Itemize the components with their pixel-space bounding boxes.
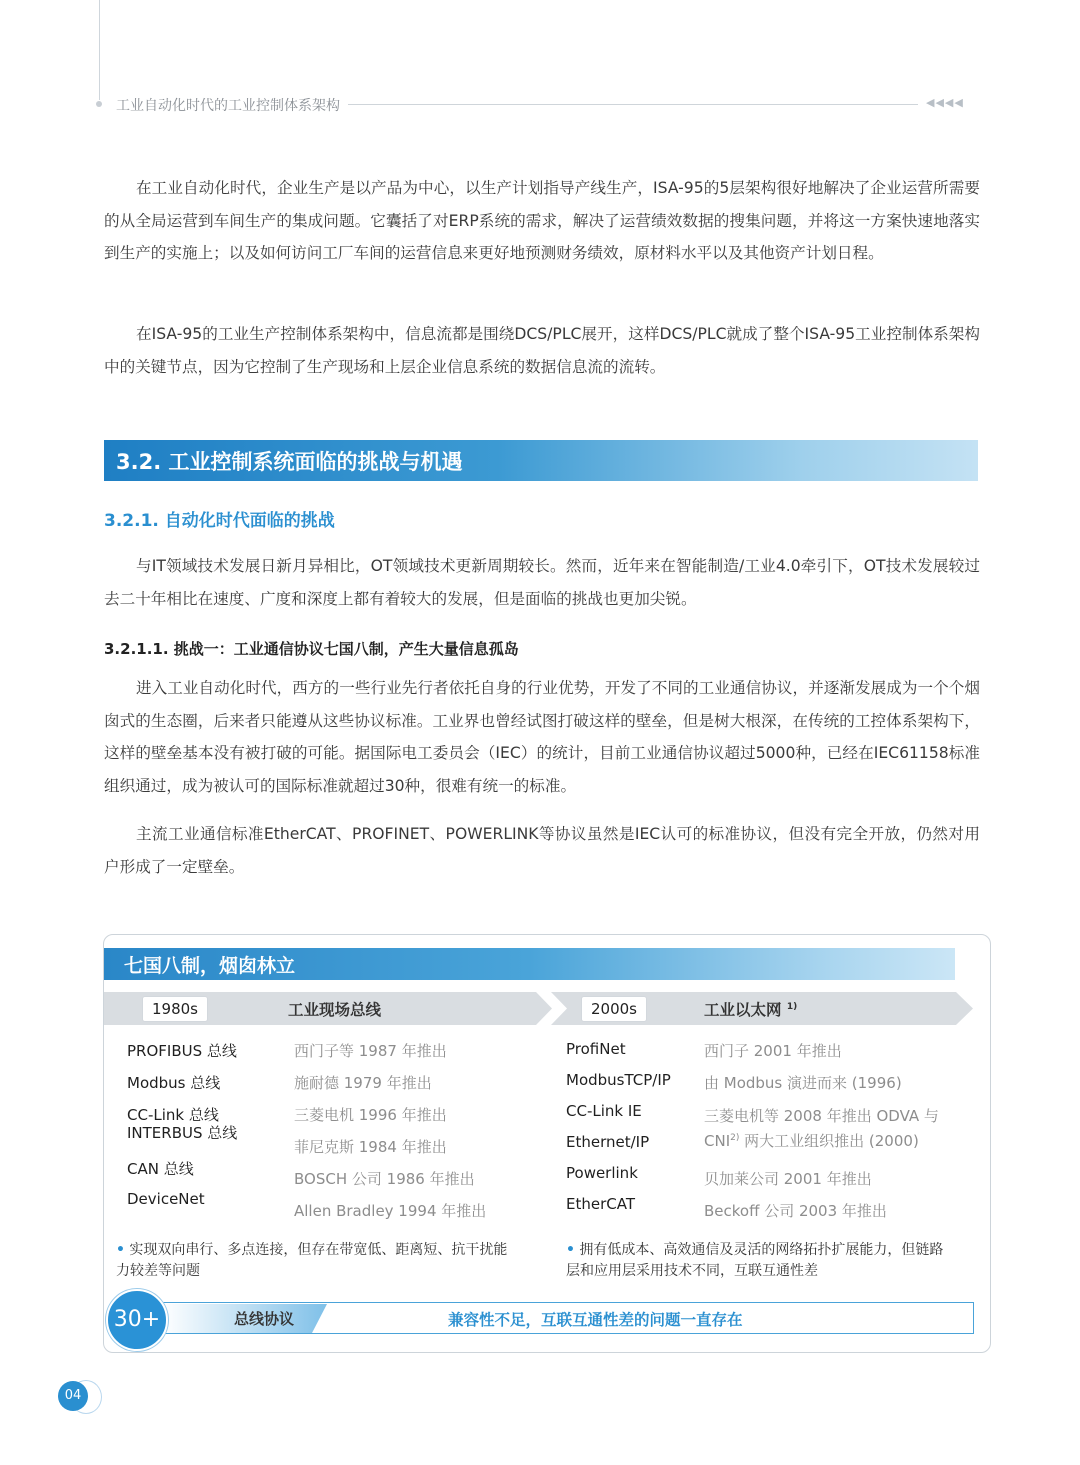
protocol-name: INTERBUS 总线 — [127, 1124, 238, 1142]
protocol-name: CC-Link IE — [566, 1102, 642, 1120]
protocol-origin: Beckoff 公司 2003 年推出 — [704, 1202, 887, 1220]
era-title-footnote: 1) — [786, 1001, 798, 1012]
section-title: 3.2. 工业控制系统面临的挑战与机遇 — [116, 450, 463, 474]
header-arrows-icon: ◀◀◀◀ — [926, 96, 964, 109]
era-title-right — [704, 998, 797, 1020]
protocol-name: Modbus 总线 — [127, 1074, 221, 1092]
protocol-name: CAN 总线 — [127, 1160, 194, 1178]
paragraph-5: 主流工业通信标准EtherCAT、PROFINET、POWERLINK等协议虽然是IEC认可的标准协议，但没有完全开放，仍然对用户形成了一定壁垒。 — [104, 825, 980, 876]
era-arrow-bar — [104, 992, 973, 1025]
header-dot — [96, 101, 102, 107]
protocol-name: PROFIBUS 总线 — [127, 1042, 237, 1060]
protocol-origin: 由 Modbus 演进而来 (1996) — [704, 1074, 902, 1092]
protocol-origin: BOSCH 公司 1986 年推出 — [294, 1170, 475, 1188]
subsubsection-title: 3.2.1.1. 挑战一：工业通信协议七国八制，产生大量信息孤岛 — [104, 640, 519, 658]
protocol-name: Powerlink — [566, 1164, 638, 1182]
protocol-origin: 西门子等 1987 年推出 — [294, 1042, 447, 1060]
page-number: 04 — [58, 1381, 88, 1411]
protocol-name: CC-Link 总线 — [127, 1106, 219, 1124]
protocol-origin: 三菱电机等 2008 年推出 ODVA 与 — [704, 1107, 939, 1125]
margin-rule — [99, 0, 100, 100]
protocol-name: ModbusTCP/IP — [566, 1071, 671, 1089]
running-title: 工业自动化时代的工业控制体系架构 — [116, 98, 340, 114]
protocol-origin: 贝加莱公司 2001 年推出 — [704, 1170, 872, 1188]
bullet-icon: • — [566, 1242, 575, 1258]
protocol-name: ProfiNet — [566, 1040, 626, 1058]
note-right-text: 拥有低成本、高效通信及灵活的网络拓扑扩展能力，但链路层和应用层采用技术不同，互联互通性差 — [566, 1242, 944, 1279]
figure-title: 七国八制，烟囱林立 — [124, 955, 296, 977]
protocol-origin: 西门子 2001 年推出 — [704, 1042, 842, 1060]
protocol-origin: Allen Bradley 1994 年推出 — [294, 1202, 487, 1220]
era-title-left: 工业现场总线 — [288, 1001, 382, 1019]
protocol-origin-part: CNI — [704, 1132, 731, 1150]
paragraph-1: 在工业自动化时代，企业生产是以产品为中心，以生产计划指导产线生产，ISA-95的5层架构很好地解决了企业运营所需要的从全局运营到车间生产的集成问题。它囊括了对ERP系统的需求，解决了运营绩效数据的搜集问题，并将这一方案快速地落实到生产的实施上；以及如何访问工厂车间的运营信息来更好地预测财务绩效，原材料水平以及其他资产计划日程。 — [104, 179, 980, 262]
header-rule — [348, 104, 918, 105]
count-badge — [106, 1289, 168, 1351]
protocol-footnote: 2) — [730, 1133, 740, 1143]
summary-text: 兼容性不足，互联互通性差的问题一直存在 — [448, 1311, 743, 1329]
figure-banner — [104, 948, 955, 980]
subsection-title: 3.2.1. 自动化时代面临的挑战 — [104, 511, 335, 531]
bullet-icon: • — [116, 1242, 125, 1258]
era-title-right-text: 工业以太网 — [704, 1001, 782, 1019]
era-label-left: 1980s — [142, 996, 208, 1022]
protocol-name: DeviceNet — [127, 1190, 205, 1208]
protocol-origin: 三菱电机 1996 年推出 — [294, 1106, 447, 1124]
protocol-origin — [704, 1130, 919, 1151]
paragraph-4: 进入工业自动化时代，西方的一些行业先行者依托自身的行业优势，开发了不同的工业通信协议，并逐渐发展成为一个个烟囱式的生态圈，后来者只能遵从这些协议标准。工业界也曾经试图打破这样的壁垒，但是树大根深，在传统的工控体系架构下，这样的壁垒基本没有被打破的可能。据国际电工委员会（IEC）的统计，目前工业通信协议超过5000种，已经在IEC61158标准组织通过，成为被认可的国际标准就超过30种，很难有统一的标准。 — [104, 679, 980, 795]
count-value: 30+ — [113, 1307, 161, 1332]
summary-label: 总线协议 — [234, 1310, 295, 1328]
note-left — [116, 1240, 516, 1282]
paragraph-2: 在ISA-95的工业生产控制体系架构中，信息流都是围绕DCS/PLC展开，这样DCS/PLC就成了整个ISA-95工业控制体系架构中的关键节点，因为它控制了生产现场和上层企业信息系统的数据信息流的流转。 — [104, 325, 980, 376]
paragraph-3: 与IT领域技术发展日新月异相比，OT领域技术更新周期较长。然而，近年来在智能制造/工业4.0牵引下，OT技术发展较过去二十年相比在速度、广度和深度上都有着较大的发展，但是面临的挑战也更加尖锐。 — [104, 557, 980, 608]
note-right — [566, 1240, 956, 1282]
running-header — [96, 94, 980, 114]
protocol-origin-part: 两大工业组织推出 (2000) — [739, 1132, 919, 1150]
section-banner — [104, 440, 978, 481]
protocol-name: EtherCAT — [566, 1195, 635, 1213]
protocol-name: Ethernet/IP — [566, 1133, 650, 1151]
era-label-right: 2000s — [581, 996, 647, 1022]
protocol-origin: 施耐德 1979 年推出 — [294, 1074, 432, 1092]
note-left-text: 实现双向串行、多点连接，但存在带宽低、距离短、抗干扰能力较差等问题 — [116, 1242, 508, 1279]
protocol-origin: 菲尼克斯 1984 年推出 — [294, 1138, 447, 1156]
